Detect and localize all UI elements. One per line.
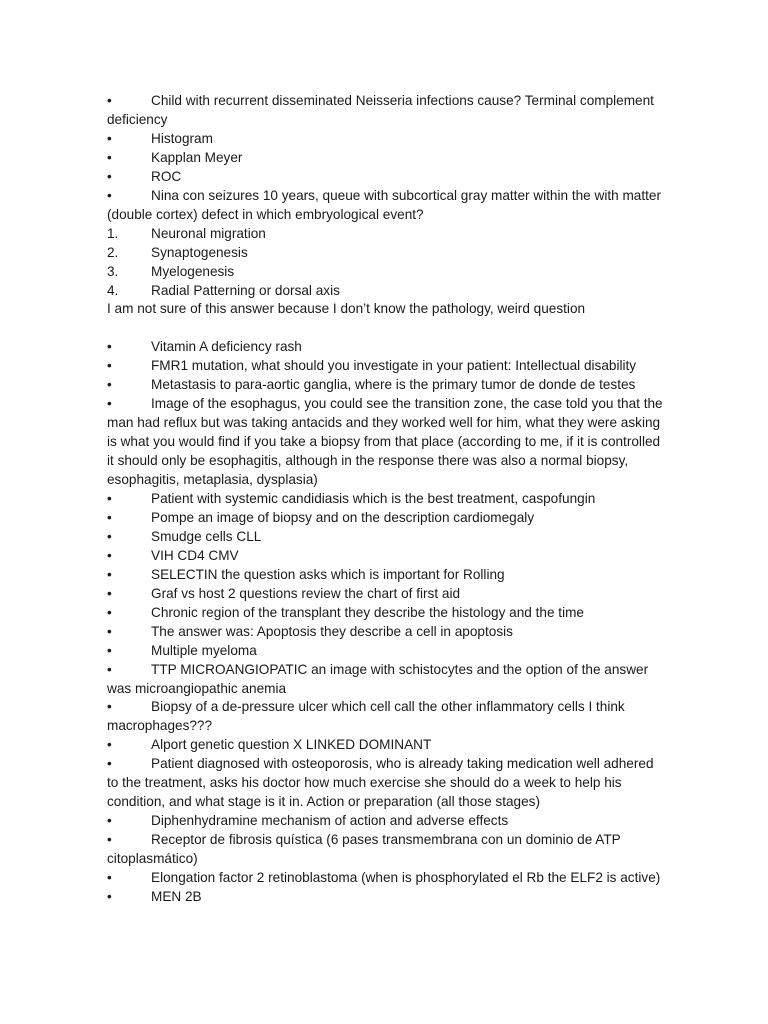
bullet-marker: •: [107, 339, 112, 355]
item-text: Patient diagnosed with osteoporosis, who is already taking medication well adhered to the treatment, asks his doctor how much exercise she should do a week to help his condition, and what stage is it in. Action or preparation (all those stages): [107, 756, 654, 810]
bullet-marker: •: [107, 168, 112, 184]
list-item: [107, 623, 667, 642]
bullet-marker: •: [107, 832, 112, 848]
item-text: Smudge cells CLL: [151, 528, 262, 544]
item-text: Myelogenesis: [151, 263, 235, 279]
bullet-marker: •: [107, 756, 112, 772]
list-item: [107, 168, 667, 187]
blank-line: [107, 319, 667, 338]
list-item: [107, 509, 667, 528]
list-item: [107, 92, 667, 130]
list-item: [107, 755, 667, 812]
item-text: Patient with systemic candidiasis which is the best treatment, caspofungin: [151, 491, 596, 506]
list-item: [107, 338, 667, 357]
item-text: MEN 2B: [151, 889, 202, 905]
bullet-marker: •: [107, 604, 112, 620]
list-item: [107, 642, 667, 661]
item-text: Vitamin A deficiency rash: [151, 339, 302, 355]
list-item: [107, 869, 667, 888]
list-item: [107, 490, 667, 509]
item-text: Histogram: [151, 130, 213, 146]
bullet-marker: •: [107, 566, 112, 582]
item-text: Diphenhydramine mechanism of action and adverse effects: [151, 813, 509, 829]
item-text: Alport genetic question X LINKED DOMINANT: [151, 737, 432, 753]
paragraph-text: I am not sure of this answer because I don’t know the pathology, weird question: [107, 301, 586, 317]
numbered-item: [107, 282, 667, 301]
item-text: FMR1 mutation, what should you investigate in your patient: Intellectual disability: [151, 358, 637, 374]
item-text: Kapplan Meyer: [151, 149, 243, 165]
bullet-marker: •: [107, 642, 112, 658]
item-text: Nina con seizures 10 years, queue with subcortical gray matter within the with matter (double cortex) defect in which embryological event?: [107, 187, 661, 222]
item-text: Biopsy of a de-pressure ulcer which cell call the other inflammatory cells I think macrophages???: [107, 699, 625, 734]
list-item: [107, 698, 667, 736]
number-marker: 1.: [107, 225, 119, 241]
list-item: [107, 831, 667, 869]
list-item: [107, 736, 667, 755]
bullet-marker: •: [107, 93, 112, 108]
item-text: SELECTIN the question asks which is important for Rolling: [151, 566, 505, 582]
bullet-marker: •: [107, 889, 112, 905]
bullet-marker: •: [107, 623, 112, 639]
bullet-marker: •: [107, 187, 112, 203]
bullet-marker: •: [107, 130, 112, 146]
list-item: [107, 566, 667, 585]
item-text: Synaptogenesis: [151, 244, 248, 260]
bullet-marker: •: [107, 509, 112, 525]
list-item: [107, 357, 667, 376]
item-text: VIH CD4 CMV: [151, 547, 239, 563]
number-marker: 2.: [107, 244, 119, 260]
list-item: [107, 812, 667, 831]
bullet-marker: •: [107, 358, 112, 374]
item-text: Child with recurrent disseminated Neisseria infections cause? Terminal complement deficiency: [107, 93, 654, 127]
list-item: [107, 395, 667, 490]
item-text: Multiple myeloma: [151, 642, 257, 658]
number-marker: 4.: [107, 282, 119, 298]
item-text: Neuronal migration: [151, 225, 266, 241]
item-text: Graf vs host 2 questions review the chart of first aid: [151, 585, 461, 601]
bullet-marker: •: [107, 699, 112, 715]
numbered-item: [107, 225, 667, 244]
list-item: [107, 528, 667, 547]
list-item: [107, 547, 667, 566]
list-item: [107, 149, 667, 168]
list-item: [107, 661, 667, 699]
list-item: [107, 130, 667, 149]
bullet-marker: •: [107, 547, 112, 563]
item-text: ROC: [151, 168, 182, 184]
item-text: Chronic region of the transplant they describe the histology and the time: [151, 604, 584, 620]
paragraph: [107, 300, 667, 319]
bullet-marker: •: [107, 396, 112, 412]
bullet-marker: •: [107, 149, 112, 165]
numbered-item: [107, 244, 667, 263]
bullet-marker: •: [107, 585, 112, 601]
item-text: Pompe an image of biopsy and on the description cardiomegaly: [151, 509, 535, 525]
bullet-marker: •: [107, 661, 112, 677]
document-body: [107, 92, 667, 907]
list-item: [107, 585, 667, 604]
bullet-marker: •: [107, 377, 112, 393]
bullet-marker: •: [107, 737, 112, 753]
item-text: Receptor de fibrosis quística (6 pases transmembrana con un dominio de ATP citoplasmático): [107, 832, 621, 867]
numbered-item: [107, 263, 667, 282]
item-text: Elongation factor 2 retinoblastoma (when is phosphorylated el Rb the ELF2 is active): [151, 870, 661, 886]
list-item: [107, 187, 667, 225]
bullet-marker: •: [107, 813, 112, 829]
list-item: [107, 604, 667, 623]
item-text: Image of the esophagus, you could see the transition zone, the case told you that the man had reflux but was taking antacids and they worked well for him, what they were asking is what you would find if you take a biopsy from that place (according to me, if it is controlled it should only be esophagitis, although in the response there was also a normal biopsy, esophagitis, metaplasia, dysplasia): [107, 396, 663, 488]
item-text: The answer was: Apoptosis they describe a cell in apoptosis: [151, 623, 513, 639]
item-text: Metastasis to para-aortic ganglia, where is the primary tumor de donde de testes: [151, 377, 636, 393]
list-item: [107, 376, 667, 395]
number-marker: 3.: [107, 263, 119, 279]
bullet-marker: •: [107, 491, 112, 506]
item-text: Radial Patterning or dorsal axis: [151, 282, 340, 298]
list-item: [107, 888, 667, 907]
bullet-marker: •: [107, 528, 112, 544]
bullet-marker: •: [107, 870, 112, 886]
item-text: TTP MICROANGIOPATIC an image with schistocytes and the option of the answer was microangiopathic anemia: [107, 661, 649, 696]
